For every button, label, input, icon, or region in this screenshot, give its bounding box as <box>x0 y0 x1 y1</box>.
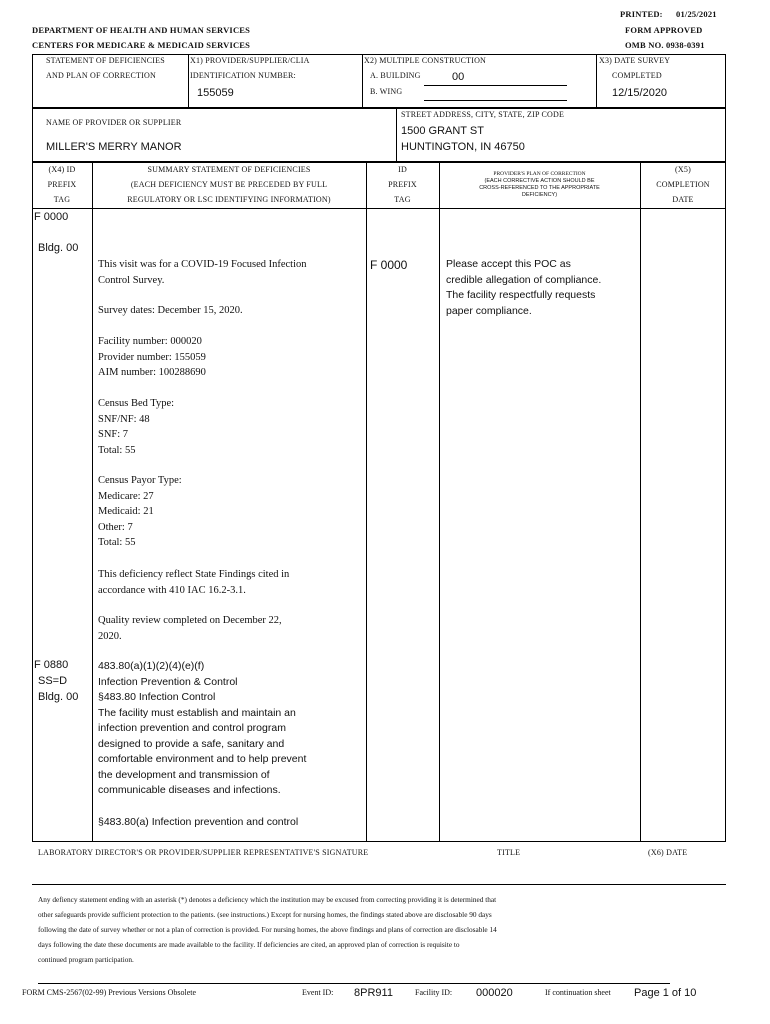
id-header: ID <box>398 165 407 174</box>
plan-of-correction: Please accept this POC as credible allegation of compliance. The facility respectfully requests paper compliance. <box>446 258 602 317</box>
wing-label: B. WING <box>370 87 403 96</box>
title-label: TITLE <box>497 848 521 857</box>
summary-header-3: REGULATORY OR LSC IDENTIFYING INFORMATION) <box>127 195 331 204</box>
bldg-00: Bldg. 00 <box>38 242 79 254</box>
survey-date-value: 12/15/2020 <box>612 87 668 99</box>
survey-dates: Survey dates: December 15, 2020. <box>98 305 243 316</box>
summary-header: SUMMARY STATEMENT OF DEFICIENCIES <box>147 165 311 174</box>
intro-text: This visit was for a COVID-19 Focused Infection Control Survey. <box>98 259 307 286</box>
x3-label: X3) DATE SURVEY <box>599 56 671 65</box>
id-number-label: IDENTIFICATION NUMBER: <box>190 71 296 80</box>
x1-label: X1) PROVIDER/SUPPLIER/CLIA <box>190 56 310 65</box>
building-label: A. BUILDING <box>370 71 421 80</box>
event-id-value: 8PR911 <box>354 987 393 999</box>
x6-date-label: (X6) DATE <box>648 848 688 857</box>
form-number: FORM CMS-2567(02-99) Previous Versions Obsolete <box>22 988 197 997</box>
x4-header: (X4) ID <box>48 165 76 174</box>
census-payor-type: Census Payor Type: Medicare: 27 Medicaid: 21 Other: 7 Total: 55 <box>98 475 182 548</box>
form-approved: FORM APPROVED <box>625 25 703 35</box>
date-header: DATE <box>672 195 694 204</box>
facility-numbers: Facility number: 000020 Provider number: 155059 AIM number: 100288690 <box>98 336 206 378</box>
id-prefix-header: PREFIX <box>388 180 417 189</box>
tag-f0880: F 0880 <box>34 659 69 671</box>
provider-id-value: 155059 <box>197 87 234 99</box>
quality-review: Quality review completed on December 22, 2020. <box>98 615 282 642</box>
f880-text: 483.80(a)(1)(2)(4)(e)(f) Infection Prevention & Control §483.80 Infection Control The facility must establish and maintain an infection prevention and control program designed to provide a safe, sanitary and comfortable environment and to help prevent the development and transmission of communicable diseases and infections. <box>98 660 307 796</box>
address-line2: HUNTINGTON, IN 46750 <box>401 141 525 153</box>
disclaimer-text: Any defiency statement ending with an asterisk (*) denotes a deficiency which the institution may be excused from correcting providing it is determined that other safeguards provide sufficient protection to the patients. (see instructions.) Except for nursing homes, the findings stated above are disclosable 90 days following the date of survey whether or not a plan of correction is provided. For nursing homes, the above findings and plans of correction are disclosable 14 days following the date these documents are made available to the facility. If deficiencies are cited, an approved plan of correction is requisite to continued program participation. <box>38 895 497 964</box>
statement-label: STATEMENT OF DEFICIENCIES <box>46 56 165 65</box>
completed-label: COMPLETED <box>612 71 662 80</box>
tag-f0000: F 0000 <box>34 211 69 223</box>
page-number: Page 1 of 10 <box>634 987 697 999</box>
provider-name-label: NAME OF PROVIDER OR SUPPLIER <box>46 118 182 127</box>
id-tag-header: TAG <box>394 195 411 204</box>
x5-header: (X5) <box>675 165 691 174</box>
ss-level: SS=D <box>38 675 68 687</box>
bldg-00-f880: Bldg. 00 <box>38 691 79 703</box>
facility-id-label: Facility ID: <box>415 988 453 997</box>
event-id-label: Event ID: <box>302 988 334 997</box>
x4-prefix-header: PREFIX <box>47 180 77 189</box>
census-bed-type: Census Bed Type: SNF/NF: 48 SNF: 7 Total: 55 <box>98 398 175 456</box>
facility-id-value: 000020 <box>476 987 513 999</box>
provider-name-value: MILLER'S MERRY MANOR <box>46 141 182 153</box>
signature-label: LABORATORY DIRECTOR'S OR PROVIDER/SUPPLIER REPRESENTATIVE'S SIGNATURE <box>38 848 369 857</box>
continuation-label: If continuation sheet <box>545 988 611 997</box>
provider-box <box>32 108 726 162</box>
printed-date: 01/25/2021 <box>676 9 717 19</box>
completion-header: COMPLETION <box>656 180 710 189</box>
x4-tag-header: TAG <box>53 195 71 204</box>
f880-subsection: §483.80(a) Infection prevention and control <box>98 816 299 828</box>
summary-header-2: (EACH DEFICIENCY MUST BE PRECEDED BY FULL <box>130 180 328 189</box>
id-tag-f0000: F 0000 <box>370 258 408 272</box>
building-value: 00 <box>452 71 465 83</box>
printed-label: PRINTED: <box>620 9 663 19</box>
address-line1: 1500 GRANT ST <box>401 125 484 137</box>
state-findings: This deficiency reflect State Findings cited in accordance with 410 IAC 16.2-3.1. <box>98 569 290 596</box>
department-title: DEPARTMENT OF HEALTH AND HUMAN SERVICES <box>32 25 251 35</box>
omb-number: OMB NO. 0938-0391 <box>625 40 705 50</box>
plan-label: AND PLAN OF CORRECTION <box>46 71 156 80</box>
centers-title: CENTERS FOR MEDICARE & MEDICAID SERVICES <box>32 40 251 50</box>
x2-label: X2) MULTIPLE CONSTRUCTION <box>364 56 487 65</box>
plan-header: PROVIDER'S PLAN OF CORRECTION (EACH CORRECTIVE ACTION SHOULD BE CROSS-REFERENCED TO THE APPROPRIATE DEFICIENCY) <box>479 171 600 198</box>
address-label: STREET ADDRESS, CITY, STATE, ZIP CODE <box>401 110 565 119</box>
